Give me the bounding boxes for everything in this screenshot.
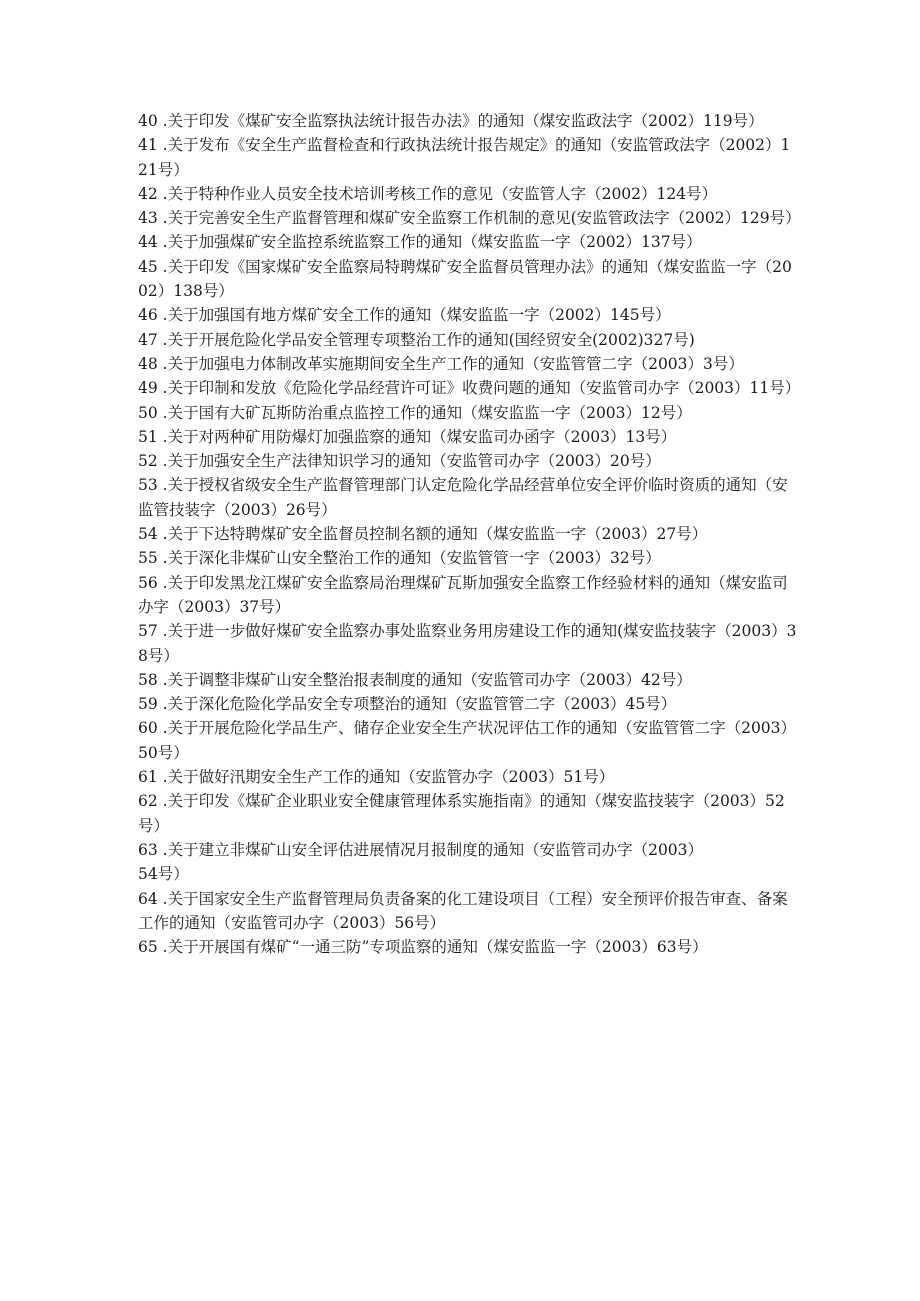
notice-item: 61 .关于做好汛期安全生产工作的通知（安监管办字（2003）51号） [138,768,615,787]
notice-item: 62 .关于印发《煤矿企业职业安全健康管理体系实施指南》的通知（煤安监技装字（2003）52号） [138,792,785,835]
notice-item: 60 .关于开展危险化学品生产、储存企业安全生产状况评估工作的通知（安监管管二字（2003）50号） [138,719,797,762]
notice-item: 55 .关于深化非煤矿山安全整治工作的通知（安监管管一字（2003）32号） [138,549,661,568]
notice-item: 52 .关于加强安全生产法律知识学习的通知（安监管司办字（2003）20号） [138,452,661,471]
notice-item: 58 .关于调整非煤矿山安全整治报表制度的通知（安监管司办字（2003）42号） [138,670,692,689]
notice-item: 45 .关于印发《国家煤矿安全监察局特聘煤矿安全监督员管理办法》的通知（煤安监监一字（2002）138号） [138,257,792,301]
notice-item: 56 .关于印发黑龙江煤矿安全监察局治理煤矿瓦斯加强安全监察工作经验材料的通知（煤安监司办字（2003）37号） [138,573,788,616]
notice-item: 50 .关于国有大矿瓦斯防治重点监控工作的通知（煤安监监一字（2003）12号） [138,403,692,422]
notice-item: 44 .关于加强煤矿安全监控系统监察工作的通知（煤安监监一字（2002）137号） [138,233,702,252]
notice-item: 64 .关于国家安全生产监督管理局负责备案的化工建设项目（工程）安全预评价报告审查、备案工作的通知（安监管司办字（2003）56号） [138,889,788,932]
notice-item: 49 .关于印制和发放《危险化学品经营许可证》收费问题的通知（安监管司办字（2003）11号） [138,379,801,398]
notice-item: 43 .关于完善安全生产监督管理和煤矿安全监察工作机制的意见(安监管政法字（2002）129号） [138,209,801,228]
notice-item: 47 .关于开展危险化学品安全管理专项整治工作的通知(国经贸安全(2002)327号) [138,330,695,349]
notice-item: 53 .关于授权省级安全生产监督管理部门认定危险化学品经营单位安全评价临时资质的通知（安监管技装字（2003）26号） [138,476,788,519]
notice-item: 40 .关于印发《煤矿安全监察执法统计报告办法》的通知（煤安监政法字（2002）119号） [138,112,764,130]
notice-item: 54 .关于下达特聘煤矿安全监督员控制名额的通知（煤安监监一字（2003）27号） [138,525,708,544]
notice-item: 48 .关于加强电力体制改革实施期间安全生产工作的通知（安监管管二字（2003）3号） [138,354,744,373]
notice-item: 65 .关于开展国有煤矿“一通三防”专项监察的通知（煤安监监一字（2003）63号） [138,938,708,957]
notice-item: 51 .关于对两种矿用防爆灯加强监察的通知（煤安监司办函字（2003）13号） [138,427,677,446]
notice-item: 63 .关于建立非煤矿山安全评估进展情况月报制度的通知（安监管司办字（2003） 54号） [138,840,704,884]
notice-item: 59 .关于深化危险化学品安全专项整治的通知（安监管管二字（2003）45号） [138,695,677,714]
notice-list [138,109,801,959]
notice-item: 57 .关于进一步做好煤矿安全监察办事处监察业务用房建设工作的通知(煤安监技装字（2003）38号） [138,622,797,665]
notice-item: 46 .关于加强国有地方煤矿安全工作的通知（煤安监监一字（2002）145号） [138,306,671,325]
notice-item: 41 .关于发布《安全生产监督检查和行政执法统计报告规定》的通知（安监管政法字（2002）121号） [138,136,791,179]
notice-item: 42 .关于特种作业人员安全技术培训考核工作的意见（安监管人字（2002）124号） [138,184,718,203]
